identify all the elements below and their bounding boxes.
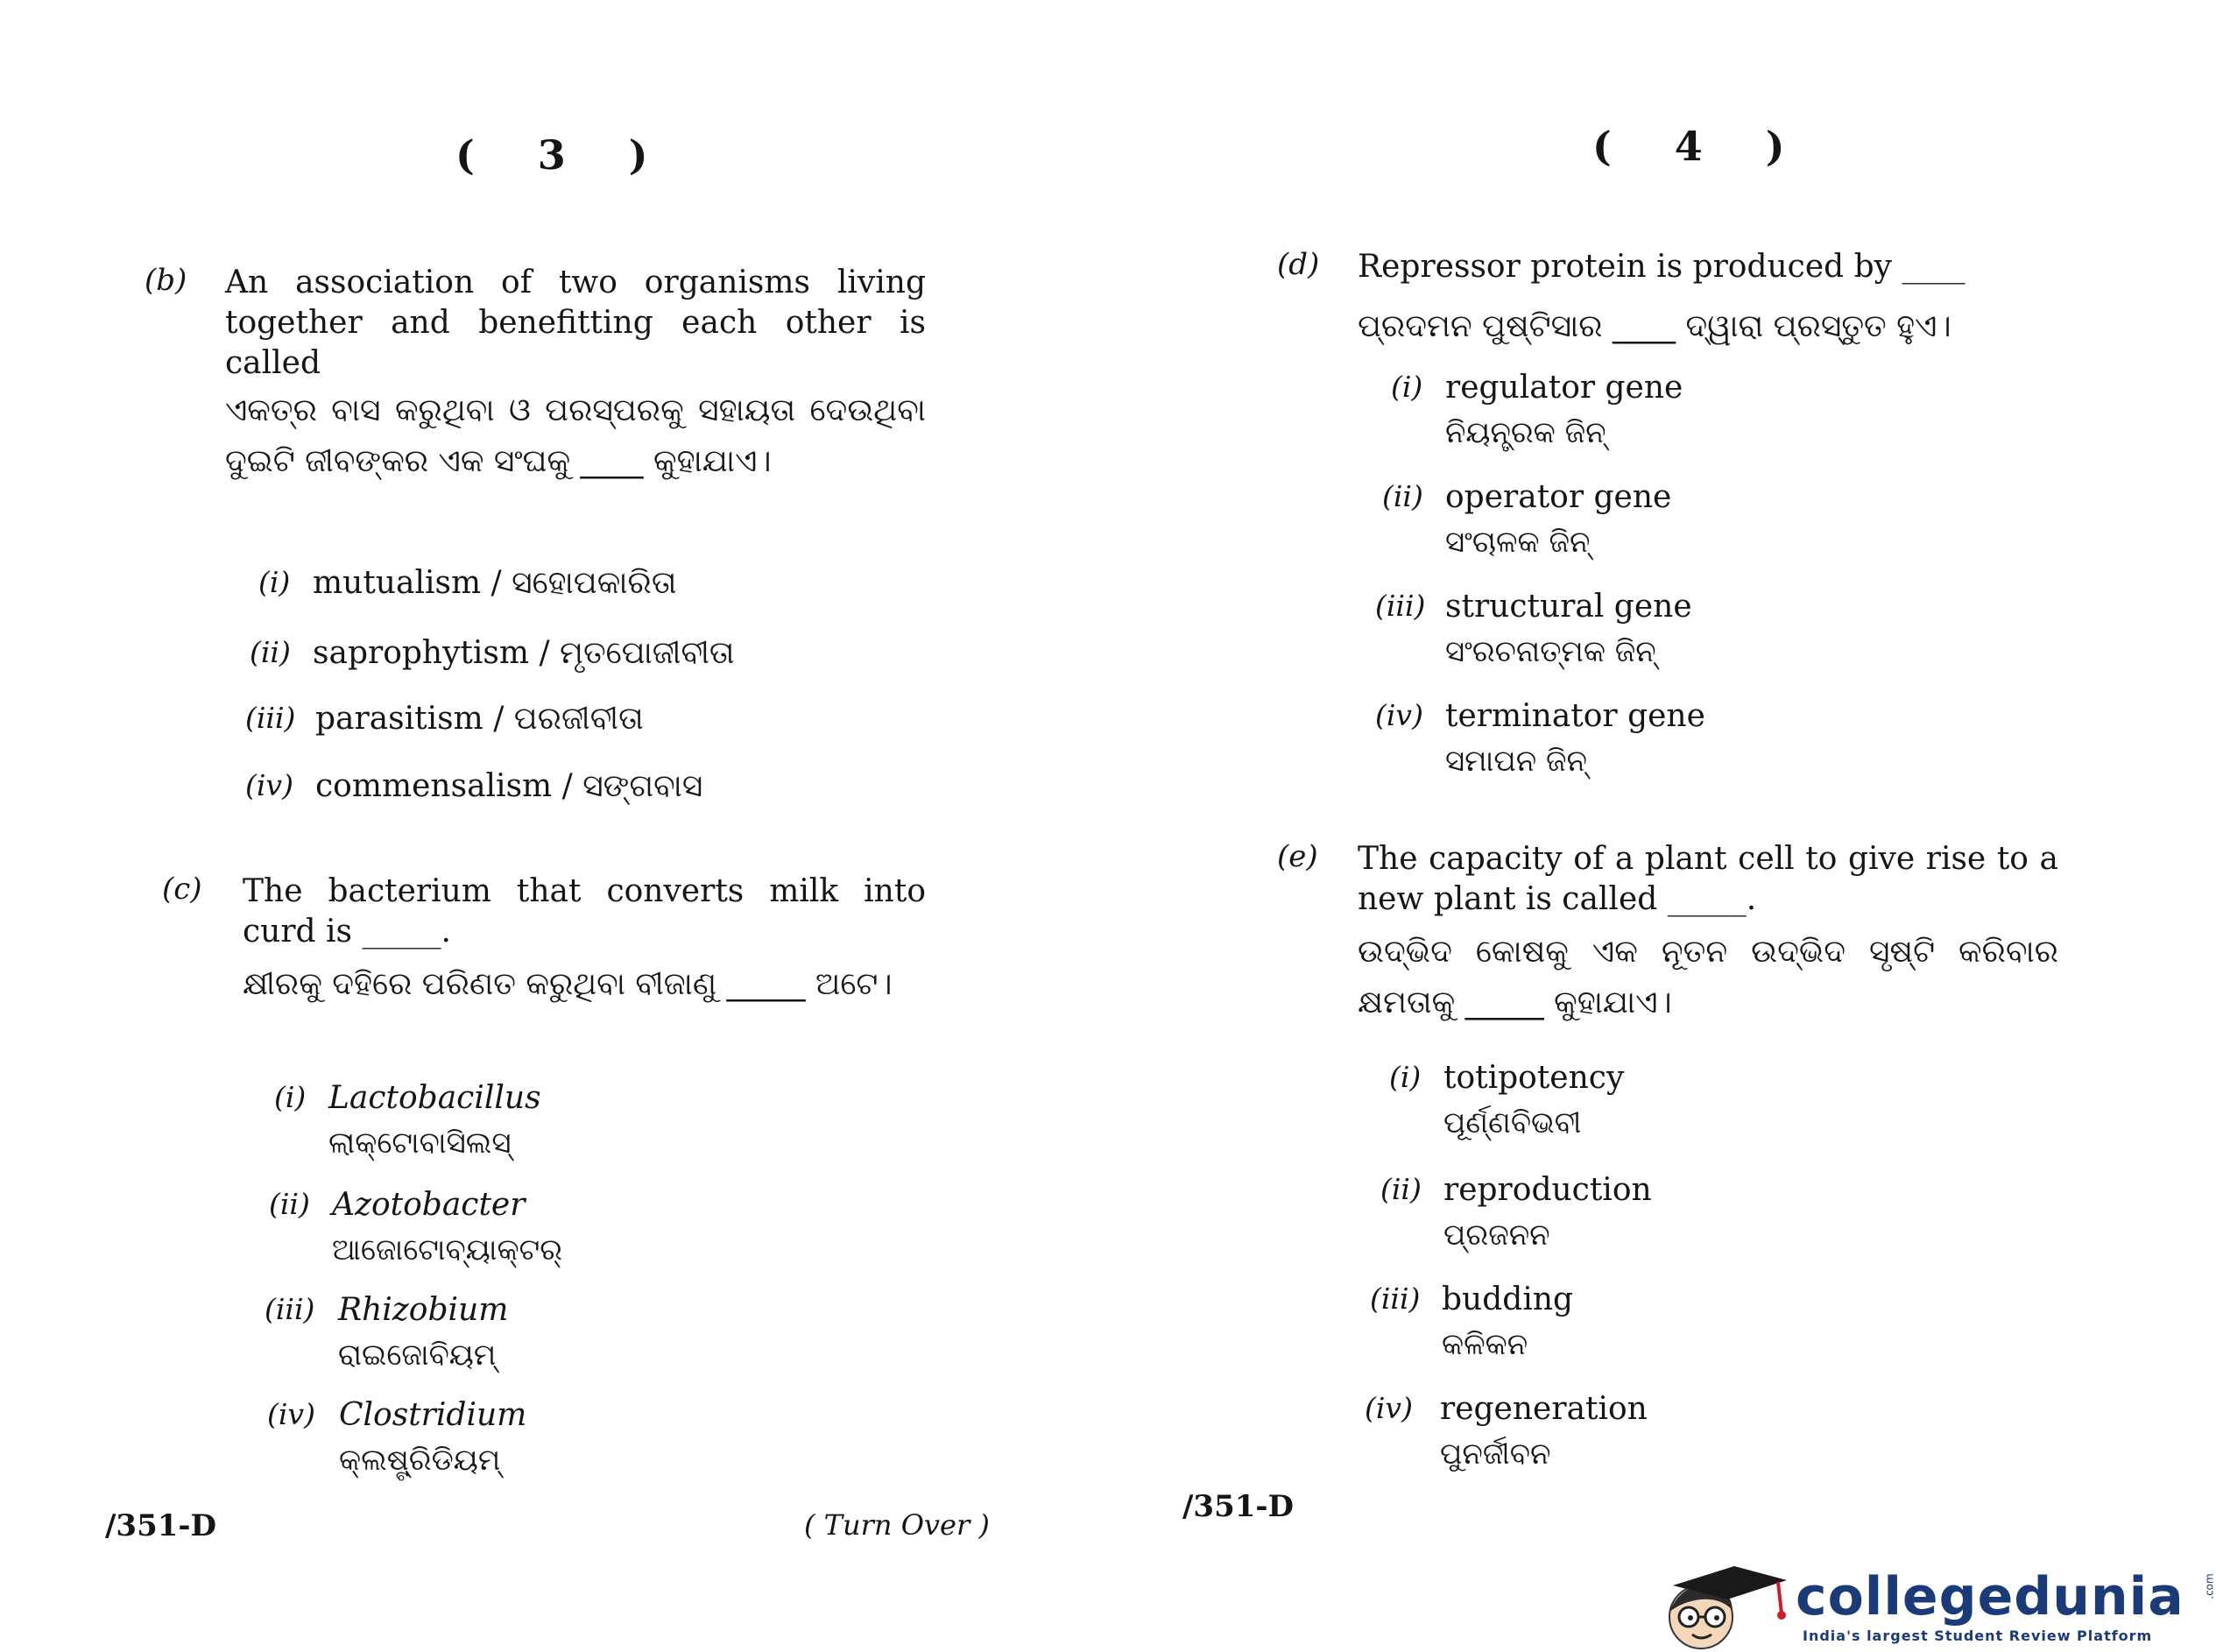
option-text: totipotency [1443, 1060, 1625, 1096]
option-number: (iii) [1370, 1281, 1421, 1316]
option-text-odia: କ୍ଲଷ୍ଟ୍ରିଡିୟମ୍ [339, 1443, 501, 1478]
option-text: Clostridium [339, 1397, 527, 1433]
option-text: saprophytism / ମୃତପୋଜୀବୀତା [313, 635, 735, 671]
option-number: (ii) [1382, 479, 1423, 513]
question-text-english: An association of two organisms living together and benefitting each other is called [225, 265, 926, 381]
option-number: (ii) [269, 1187, 310, 1221]
option-text: mutualism / ସହୋପକାରିତା [313, 565, 677, 601]
option-text: terminator gene [1445, 698, 1705, 734]
option-number: (iv) [267, 1397, 315, 1431]
page-number: ( 4 ) [1592, 123, 1810, 170]
option-text-odia: ପ୍ରଜନନ [1443, 1218, 1550, 1253]
option-text-odia: ସଂରଚନାତ୍ମକ ଜିନ୍ [1445, 634, 1656, 669]
right-page [1106, 0, 2212, 1652]
question-text-english: Repressor protein is produced by ____ [1358, 249, 1965, 285]
question-text-odia: ପ୍ରଦମନ ପୁଷ୍ଟିସାର ____ ଦ୍ୱାରା ପ୍ରସ୍ତୁତ ହୁଏ। [1358, 308, 1951, 344]
option-number: (iv) [1375, 698, 1423, 732]
question-text-english: The capacity of a plant cell to give rise to a new plant is called _____. [1358, 841, 2058, 917]
brand-suffix: .com [2203, 1573, 2216, 1599]
option-text: regulator gene [1445, 370, 1683, 406]
option-text: Azotobacter [332, 1187, 526, 1223]
brand-name: collegedunia [1796, 1566, 2184, 1627]
option-text-odia: ସଂଚାଳକ ଜିନ୍ [1445, 525, 1591, 560]
option-text-odia: ସମାପନ ଜିନ୍ [1445, 744, 1587, 779]
option-number: (i) [258, 565, 291, 599]
question-text-odia: କ୍ଷୀରକୁ ଦହିରେ ପରିଣତ କରୁଥିବା ବୀଜାଣୁ _____ ଅଟେ। [243, 966, 893, 1002]
option-text-odia: ଆଜୋଟୋବ୍ୟାକ୍ଟର୍ [332, 1232, 562, 1267]
option-text: Rhizobium [338, 1292, 509, 1328]
question-label: (c) [162, 872, 202, 907]
option-text-odia: ରାଇଜୋବିୟମ୍ [338, 1338, 497, 1373]
option-number: (iv) [1365, 1391, 1413, 1425]
option-text: operator gene [1445, 479, 1672, 515]
option-number: (iv) [245, 768, 293, 802]
option-text-odia: ନିୟନ୍ତ୍ରକ ଜିନ୍ [1445, 415, 1606, 450]
option-text-odia: ପୂର୍ଣ୍ଣବିଭବୀ [1443, 1105, 1582, 1140]
option-text: structural gene [1445, 589, 1692, 625]
option-number: (i) [1391, 370, 1423, 404]
collegedunia-watermark [1647, 1559, 2216, 1652]
question-text-odia: ଏକତ୍ର ବାସ କରୁଥିବା ଓ ପରସ୍ପରକୁ ସହାୟତା ଦେଉଥିବା ଦୁଇଟି ଜୀବଙ୍କର ଏକ ସଂଘକୁ ____ କୁହାଯାଏ। [225, 392, 926, 479]
option-number: (i) [1389, 1060, 1422, 1094]
option-text: reproduction [1443, 1172, 1652, 1208]
option-text-odia: ପୁନର୍ଜୀବନ [1440, 1437, 1551, 1472]
option-text: regeneration [1440, 1391, 1648, 1427]
student-mascot-icon [1647, 1559, 1796, 1652]
footer-code: /351-D [105, 1508, 216, 1543]
option-text-odia: କଳିକନ [1442, 1327, 1528, 1362]
option-number: (iii) [245, 701, 296, 735]
footer-code: /351-D [1182, 1489, 1294, 1524]
option-number: (iii) [265, 1292, 315, 1326]
left-page [0, 0, 1106, 1652]
option-text-odia: ଲାକ୍ଟୋବାସିଲସ୍ [328, 1126, 512, 1161]
option-text: commensalism / ସଙ୍ଗବାସ [315, 768, 703, 804]
option-number: (ii) [250, 635, 291, 669]
question-label: (b) [145, 263, 187, 298]
footer-turn-over: ( Turn Over ) [804, 1508, 990, 1542]
option-text: budding [1442, 1281, 1574, 1317]
option-text: parasitism / ପରଜୀବୀତା [315, 701, 644, 737]
question-text-odia: ଉଦ୍ଭିଦ କୋଷକୁ ଏକ ନୂତନ ଉଦ୍ଭିଦ ସୃଷ୍ଟି କରିବାର କ୍ଷମତାକୁ _____ କୁହାଯାଏ। [1358, 934, 2058, 1020]
page-number: ( 3 ) [455, 131, 673, 179]
question-label: (e) [1277, 839, 1318, 874]
option-number: (i) [274, 1080, 307, 1114]
option-text: Lactobacillus [328, 1080, 541, 1116]
question-label: (d) [1277, 247, 1320, 282]
question-text-english: The bacterium that converts milk into curd is _____. [243, 873, 926, 950]
option-number: (iii) [1375, 589, 1426, 623]
brand-tagline: India's largest Student Review Platform [1803, 1627, 2153, 1644]
option-number: (ii) [1380, 1172, 1422, 1206]
